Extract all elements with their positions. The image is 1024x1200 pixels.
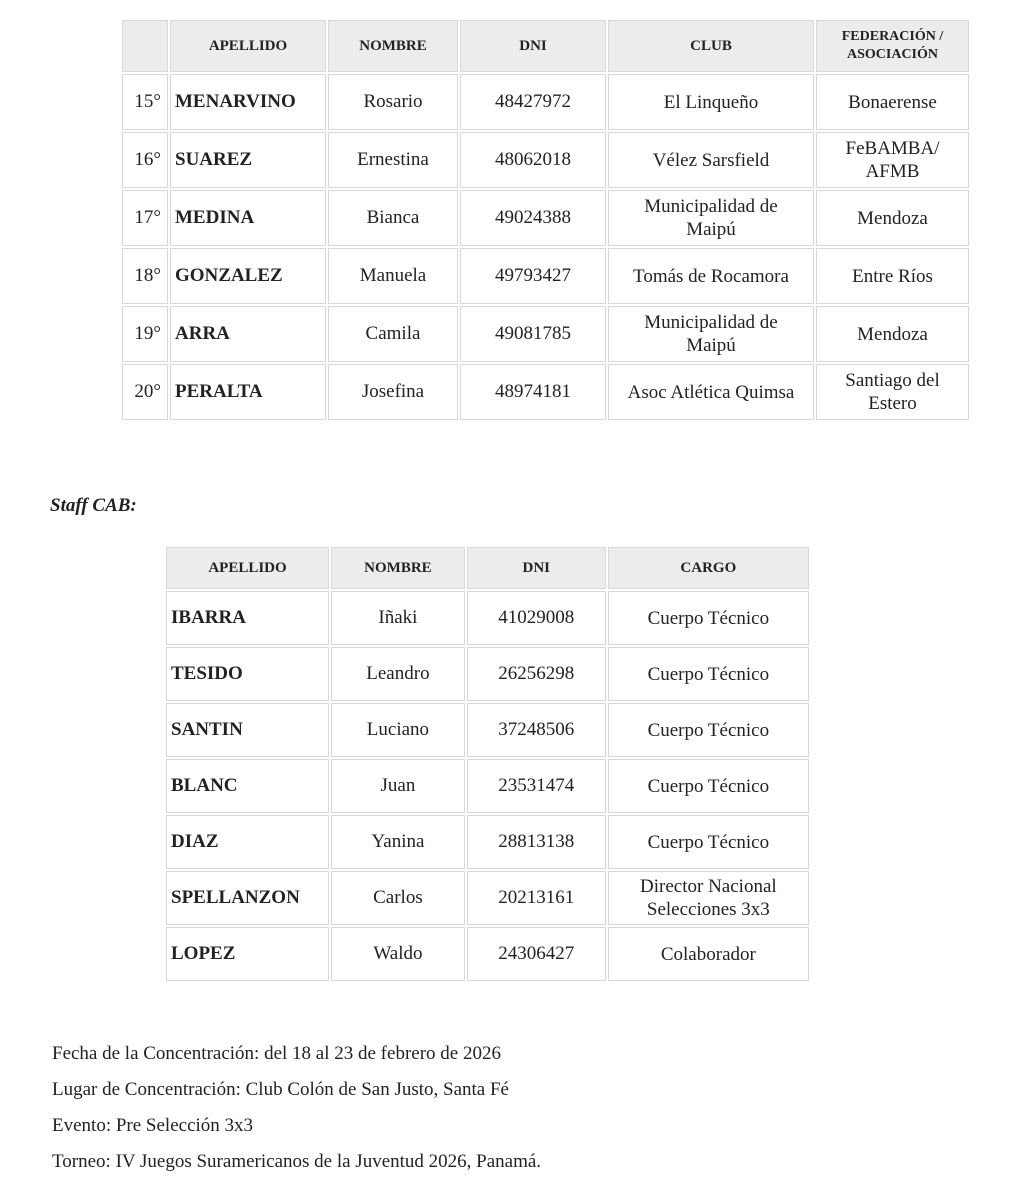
player-federation [816,364,969,420]
staff-role [608,927,809,981]
player-surname: SUAREZ [170,132,326,188]
staff-row [166,647,809,701]
staff-header-row [166,547,809,589]
info-torneo: Torneo: IV Juegos Suramericanos de la Juventud 2026, Panamá. [52,1151,542,1172]
player-number: 15° [122,74,168,130]
player-federation [816,190,969,246]
player-federation-line: Entre Ríos [852,265,933,287]
player-federation [816,306,969,362]
player-club [608,132,814,188]
staff-dni: 23531474 [467,759,606,813]
player-club-line: Municipalidad de [644,312,778,333]
player-club-line: Tomás de Rocamora [633,265,789,287]
player-surname: MENARVINO [170,74,326,130]
staff-surname: IBARRA [166,591,329,645]
player-federation-line: Bonaerense [848,91,937,113]
staff-name: Luciano [331,703,465,757]
staff-role [608,871,809,925]
player-dni: 48974181 [460,364,606,420]
staff-dni: 20213161 [467,871,606,925]
player-name: Manuela [328,248,458,304]
staff-row [166,759,809,813]
event-info [52,1040,541,1184]
player-name: Josefina [328,364,458,420]
player-dni: 48427972 [460,74,606,130]
staff-name: Juan [331,759,465,813]
player-row [122,132,969,188]
player-name: Rosario [328,74,458,130]
header-dni: DNI [460,20,606,72]
player-number: 20° [122,364,168,420]
staff-row [166,703,809,757]
player-row [122,248,969,304]
player-number: 17° [122,190,168,246]
header-apellido: APELLIDO [170,20,326,72]
player-federation-line: Santiago del [845,370,940,391]
player-club [608,74,814,130]
staff-name: Waldo [331,927,465,981]
player-club [608,364,814,420]
staff-role [608,815,809,869]
player-name: Camila [328,306,458,362]
staff-role-line: Cuerpo Técnico [647,831,770,853]
staff-role-line: Cuerpo Técnico [647,775,770,797]
staff-surname: TESIDO [166,647,329,701]
player-dni: 49081785 [460,306,606,362]
header-federacion: FEDERACIÓN / ASOCIACIÓN [816,20,969,72]
player-federation-line: Mendoza [857,207,928,229]
player-club-line: Maipú [686,335,736,356]
player-club-line: El Linqueño [663,91,759,113]
staff-row [166,871,809,925]
player-row [122,74,969,130]
player-federation-line: Mendoza [857,323,928,345]
player-dni: 48062018 [460,132,606,188]
player-number: 19° [122,306,168,362]
staff-surname: SANTIN [166,703,329,757]
player-surname: ARRA [170,306,326,362]
player-surname: PERALTA [170,364,326,420]
staff-dni: 26256298 [467,647,606,701]
player-federation [816,132,969,188]
info-lugar: Lugar de Concentración: Club Colón de San Justo, Santa Fé [52,1079,509,1100]
staff-name: Carlos [331,871,465,925]
player-club-line: Maipú [686,219,736,240]
player-federation [816,74,969,130]
staff-role [608,759,809,813]
player-row [122,190,969,246]
staff-role-line: Cuerpo Técnico [647,719,770,741]
player-dni: 49024388 [460,190,606,246]
player-club-line: Asoc Atlética Quimsa [627,381,795,403]
staff-role-line: Cuerpo Técnico [647,663,770,685]
player-club [608,306,814,362]
player-club [608,190,814,246]
player-club-line: Municipalidad de [644,196,778,217]
staff-section-title: Staff CAB: [50,495,137,516]
players-header-row [122,20,969,72]
header-nombre: NOMBRE [331,547,465,589]
staff-role [608,591,809,645]
header-number [122,20,168,72]
header-apellido: APELLIDO [166,547,329,589]
player-federation-line: Estero [868,393,917,414]
player-name: Bianca [328,190,458,246]
player-federation-line: FeBAMBA/ [845,138,940,159]
staff-table [164,545,811,983]
player-name: Ernestina [328,132,458,188]
staff-row [166,927,809,981]
player-row [122,364,969,420]
staff-name: Yanina [331,815,465,869]
staff-surname: BLANC [166,759,329,813]
staff-dni: 24306427 [467,927,606,981]
staff-dni: 28813138 [467,815,606,869]
staff-surname: SPELLANZON [166,871,329,925]
staff-dni: 37248506 [467,703,606,757]
info-evento: Evento: Pre Selección 3x3 [52,1115,254,1136]
staff-role [608,647,809,701]
header-club: CLUB [608,20,814,72]
header-cargo: CARGO [608,547,809,589]
header-nombre: NOMBRE [328,20,458,72]
player-number: 16° [122,132,168,188]
player-federation-line: AFMB [865,161,920,182]
header-dni: DNI [467,547,606,589]
player-club-line: Vélez Sarsfield [652,149,770,171]
player-number: 18° [122,248,168,304]
player-row [122,306,969,362]
staff-row [166,591,809,645]
player-dni: 49793427 [460,248,606,304]
staff-row [166,815,809,869]
player-federation [816,248,969,304]
info-fecha: Fecha de la Concentración: del 18 al 23 de febrero de 2026 [52,1043,501,1064]
players-table [120,18,971,422]
staff-name: Iñaki [331,591,465,645]
player-surname: MEDINA [170,190,326,246]
staff-role-line: Selecciones 3x3 [646,899,770,920]
staff-name: Leandro [331,647,465,701]
staff-surname: LOPEZ [166,927,329,981]
staff-role-line: Colaborador [660,943,756,965]
player-club [608,248,814,304]
player-surname: GONZALEZ [170,248,326,304]
staff-role [608,703,809,757]
staff-role-line: Director Nacional [640,876,777,897]
staff-surname: DIAZ [166,815,329,869]
staff-role-line: Cuerpo Técnico [647,607,770,629]
staff-dni: 41029008 [467,591,606,645]
